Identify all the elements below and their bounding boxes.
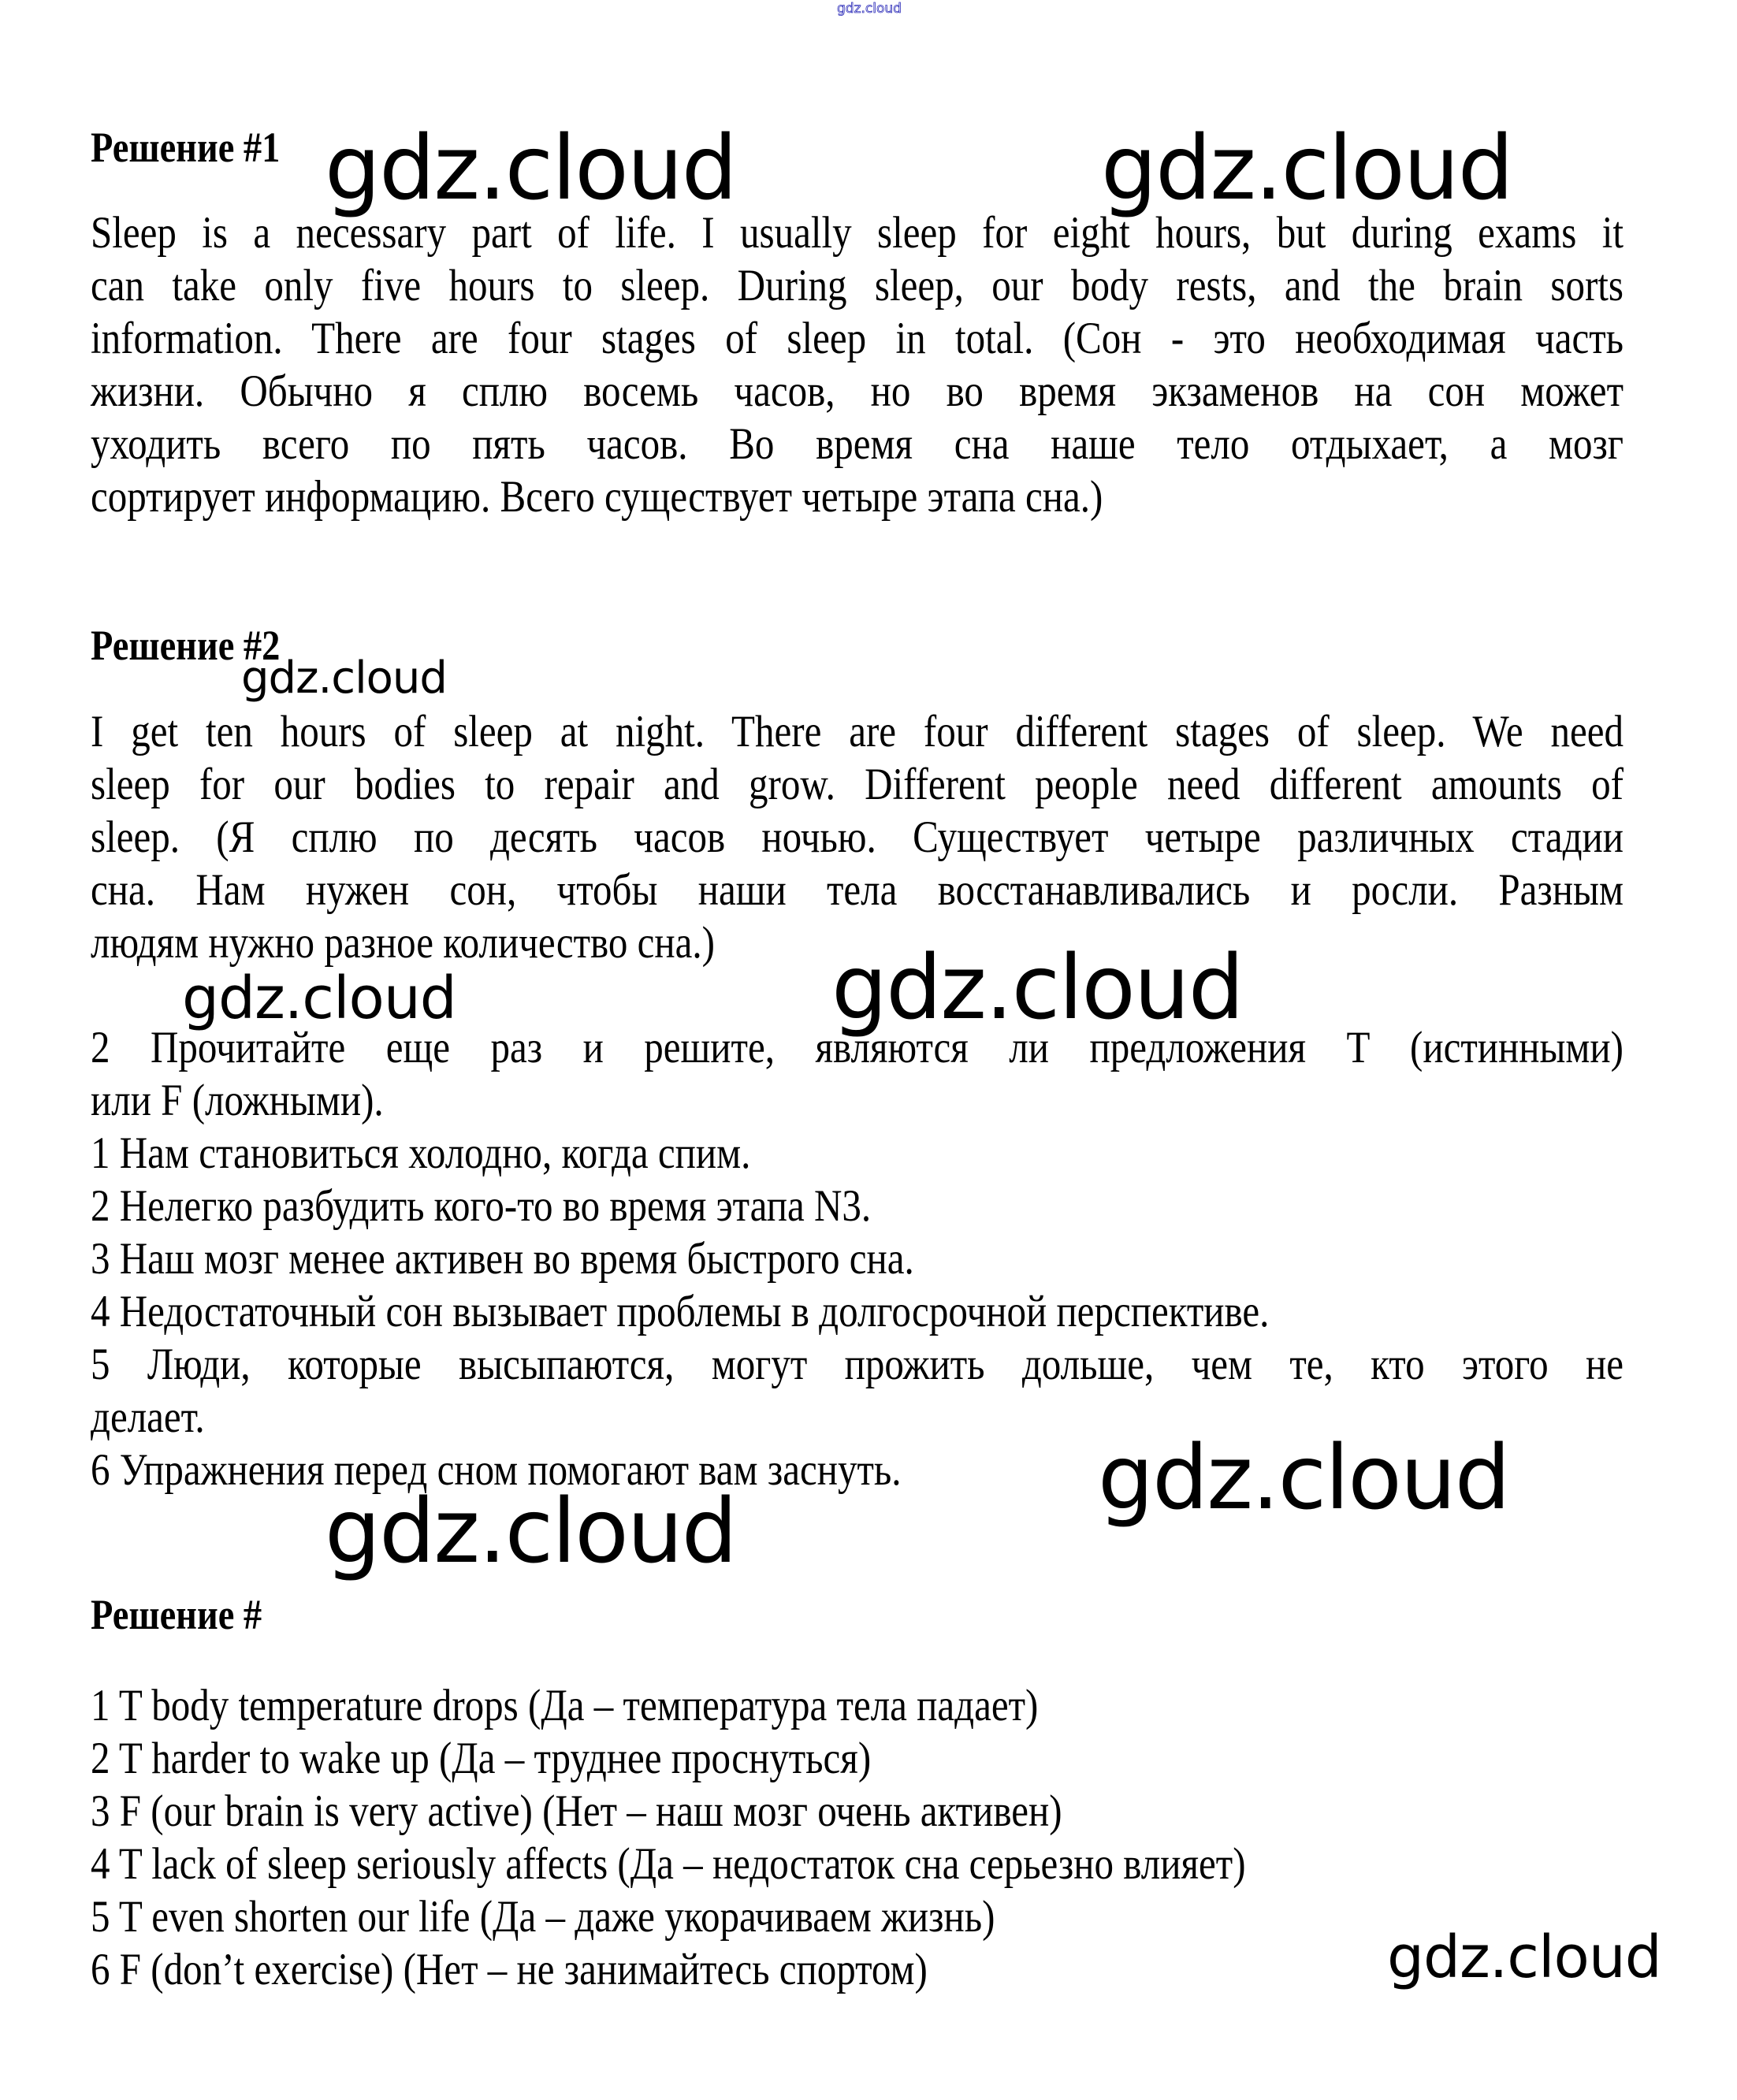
watermark-text: gdz.cloud <box>1098 1427 1509 1529</box>
statement-item: 5 Люди, которые высыпаются, могут прожить дольше, чем те, кто этого не <box>91 1340 1624 1389</box>
task-instruction-line: или F (ложными). <box>91 1076 384 1125</box>
task-2-section <box>91 1021 1624 1496</box>
watermark-text: gdz.cloud <box>325 1481 736 1583</box>
paragraph-line: I get ten hours of sleep at night. There are four different stages of sleep. We need <box>91 707 1624 756</box>
paragraph-line: людям нужно разное количество сна.) <box>91 918 715 968</box>
paragraph-line: уходить всего по пять часов. Во время сна наше тело отдыхает, а мозг <box>91 419 1624 469</box>
watermark-text: gdz.cloud <box>325 117 736 220</box>
paragraph-line: sleep for our bodies to repair and grow. Different people need different amounts of <box>91 760 1624 809</box>
statement-item: 1 Нам становиться холодно, когда спим. <box>91 1128 751 1178</box>
solution-2-paragraph <box>91 705 1624 969</box>
solution-2-heading: Решение #2 <box>91 622 281 669</box>
paragraph-line: information. There are four stages of sleep in total. (Сон - это необходимая часть <box>91 314 1624 363</box>
watermark-text: gdz.cloud <box>241 652 447 704</box>
answer-item: 6 F (don’t exercise) (Нет – не занимайтесь спортом) <box>91 1945 928 1994</box>
solution-1-heading: Решение #1 <box>91 124 281 171</box>
task-instruction-line: 2 Прочитайте еще раз и решите, являются ли предложения T (истинными) <box>91 1023 1624 1072</box>
paragraph-line: can take only five hours to sleep. During sleep, our body rests, and the brain sorts <box>91 261 1624 310</box>
paragraph-line: жизни. Обычно я сплю восемь часов, но во время экзаменов на сон может <box>91 366 1624 416</box>
statement-item: 4 Недостаточный сон вызывает проблемы в долгосрочной перспективе. <box>91 1287 1270 1336</box>
solution-3-heading: Решение # <box>91 1591 262 1638</box>
paragraph-line: сортирует информацию. Всего существует четыре этапа сна.) <box>91 472 1103 522</box>
paragraph-line: сна. Нам нужен сон, чтобы наши тела восстанавливались и росли. Разным <box>91 865 1624 915</box>
answer-item: 4 T lack of sleep seriously affects (Да – недостаток сна серьезно влияет) <box>91 1839 1246 1889</box>
answer-item: 2 T harder to wake up (Да – труднее проснуться) <box>91 1734 872 1783</box>
statement-item: 2 Нелегко разбудить кого-то во время этапа N3. <box>91 1181 872 1231</box>
statement-item: 3 Наш мозг менее активен во время быстрого сна. <box>91 1234 914 1284</box>
watermark-text: gdz.cloud <box>831 937 1243 1039</box>
paragraph-line: sleep. (Я сплю по десять часов ночью. Существует четыре различных стадии <box>91 812 1624 862</box>
answer-item: 1 T body temperature drops (Да – температура тела падает) <box>91 1681 1039 1730</box>
answer-item: 5 T even shorten our life (Да – даже укорачиваем жизнь) <box>91 1892 995 1942</box>
answer-item: 3 F (our brain is very active) (Нет – наш мозг очень активен) <box>91 1786 1062 1836</box>
statement-item-continuation: делает. <box>91 1392 205 1442</box>
watermark-text: gdz.cloud <box>1387 1923 1661 1991</box>
watermark-text: gdz.cloud <box>182 965 456 1032</box>
statement-item: 6 Упражнения перед сном помогают вам заснуть. <box>91 1445 902 1495</box>
watermark-text: gdz.cloud <box>1101 117 1512 220</box>
site-watermark-top: gdz.cloud <box>837 1 902 17</box>
solution-1-paragraph <box>91 206 1624 523</box>
paragraph-line: Sleep is a necessary part of life. I usually sleep for eight hours, but during exams it <box>91 208 1624 258</box>
